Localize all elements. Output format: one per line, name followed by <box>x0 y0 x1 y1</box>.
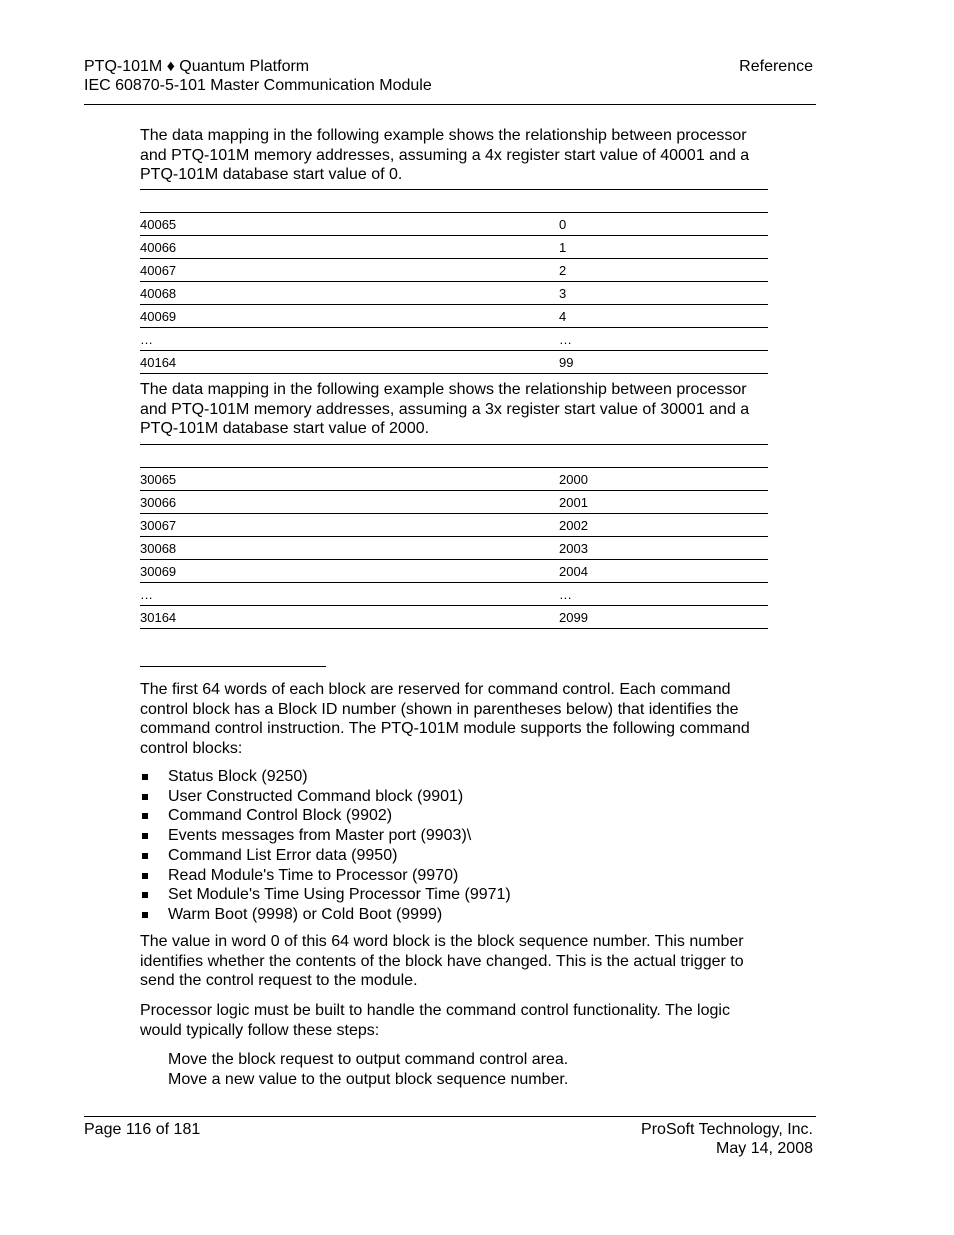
list-item: Read Module's Time to Processor (9970) <box>140 866 511 886</box>
header-rule <box>84 104 816 105</box>
processor-address-cell: 30164 <box>140 610 177 625</box>
table-row <box>140 327 768 350</box>
footer-date: May 14, 2008 <box>716 1140 813 1157</box>
header-module-name: IEC 60870-5-101 Master Communication Module <box>84 77 432 94</box>
header-section: Reference <box>739 58 813 75</box>
logic-step: Move the block request to output command control area. <box>168 1051 569 1068</box>
database-address-cell: 4 <box>559 309 567 324</box>
database-address-cell: 3 <box>559 286 567 301</box>
command-control-intro: The first 64 words of each block are reserved for command control. Each command control block has a Block ID number (shown in parentheses below) that identifies the command control instruction. The PTQ-101M module supports the following command control blocks: <box>140 681 750 757</box>
list-item: Status Block (9250) <box>140 767 511 787</box>
list-item: Events messages from Master port (9903)\ <box>140 826 511 846</box>
logic-steps <box>168 1050 568 1089</box>
database-address-cell: 2002 <box>559 518 588 533</box>
table-row <box>140 281 768 304</box>
table-row <box>140 235 768 258</box>
processor-address-cell: 30067 <box>140 518 177 533</box>
table-header-row <box>140 189 768 212</box>
table-row <box>140 605 768 629</box>
processor-address-cell: … <box>140 587 153 602</box>
sequence-number-paragraph: The value in word 0 of this 64 word block is the block sequence number. This number identifies whether the contents of the block have changed. This is the actual trigger to send the control request to the module. <box>140 933 744 989</box>
mapping-table-3x <box>140 444 768 629</box>
processor-address-cell: 30068 <box>140 541 177 556</box>
command-block-list <box>140 767 511 925</box>
table-row <box>140 582 768 605</box>
table-row <box>140 513 768 536</box>
logic-step: Move a new value to the output block sequence number. <box>168 1070 569 1088</box>
processor-address-cell: … <box>140 332 153 347</box>
footer-company: ProSoft Technology, Inc. <box>641 1121 813 1138</box>
table-row <box>140 304 768 327</box>
database-address-cell: 2003 <box>559 541 588 556</box>
processor-address-cell: 40069 <box>140 309 177 324</box>
processor-address-cell: 40065 <box>140 217 177 232</box>
processor-address-cell: 30065 <box>140 472 177 487</box>
database-address-cell: 99 <box>559 355 574 370</box>
processor-address-cell: 40164 <box>140 355 177 370</box>
intro-4x-paragraph: The data mapping in the following example shows the relationship between processor and PTQ-101M memory addresses, assuming a 4x register start value of 40001 and a PTQ-101M database start value of 0. <box>140 127 750 183</box>
table-row <box>140 536 768 559</box>
database-address-cell: 2000 <box>559 472 588 487</box>
intro-3x-paragraph: The data mapping in the following example shows the relationship between processor and PTQ-101M memory addresses, assuming a 3x register start value of 30001 and a PTQ-101M database start value of 2000. <box>140 381 750 437</box>
database-address-cell: 1 <box>559 240 567 255</box>
database-address-cell: 2004 <box>559 564 588 579</box>
processor-address-cell: 40068 <box>140 286 177 301</box>
section-rule <box>140 666 326 667</box>
list-item: Warm Boot (9998) or Cold Boot (9999) <box>140 905 511 925</box>
list-item: Command List Error data (9950) <box>140 846 511 866</box>
processor-address-cell: 40067 <box>140 263 177 278</box>
table-row <box>140 490 768 513</box>
header-product-line: PTQ-101M ♦ Quantum Platform <box>84 58 310 75</box>
processor-address-cell: 30066 <box>140 495 177 510</box>
footer-rule <box>84 1116 816 1117</box>
database-address-cell: 2001 <box>559 495 588 510</box>
database-address-cell: 0 <box>559 217 567 232</box>
processor-address-cell: 40066 <box>140 240 177 255</box>
list-item: User Constructed Command block (9901) <box>140 787 511 807</box>
table-header-row <box>140 444 768 467</box>
list-item: Set Module's Time Using Processor Time (9971) <box>140 885 511 905</box>
processor-address-cell: 30069 <box>140 564 177 579</box>
table-row <box>140 258 768 281</box>
table-row <box>140 350 768 374</box>
table-row <box>140 467 768 490</box>
list-item: Command Control Block (9902) <box>140 806 511 826</box>
table-row <box>140 559 768 582</box>
database-address-cell: 2099 <box>559 610 588 625</box>
database-address-cell: 2 <box>559 263 567 278</box>
footer-page-number: Page 116 of 181 <box>84 1121 201 1138</box>
mapping-table-4x <box>140 189 768 374</box>
database-address-cell: … <box>559 332 572 347</box>
database-address-cell: … <box>559 587 572 602</box>
table-row <box>140 212 768 235</box>
processor-logic-paragraph: Processor logic must be built to handle the command control functionality. The logic would typically follow these steps: <box>140 1002 730 1039</box>
